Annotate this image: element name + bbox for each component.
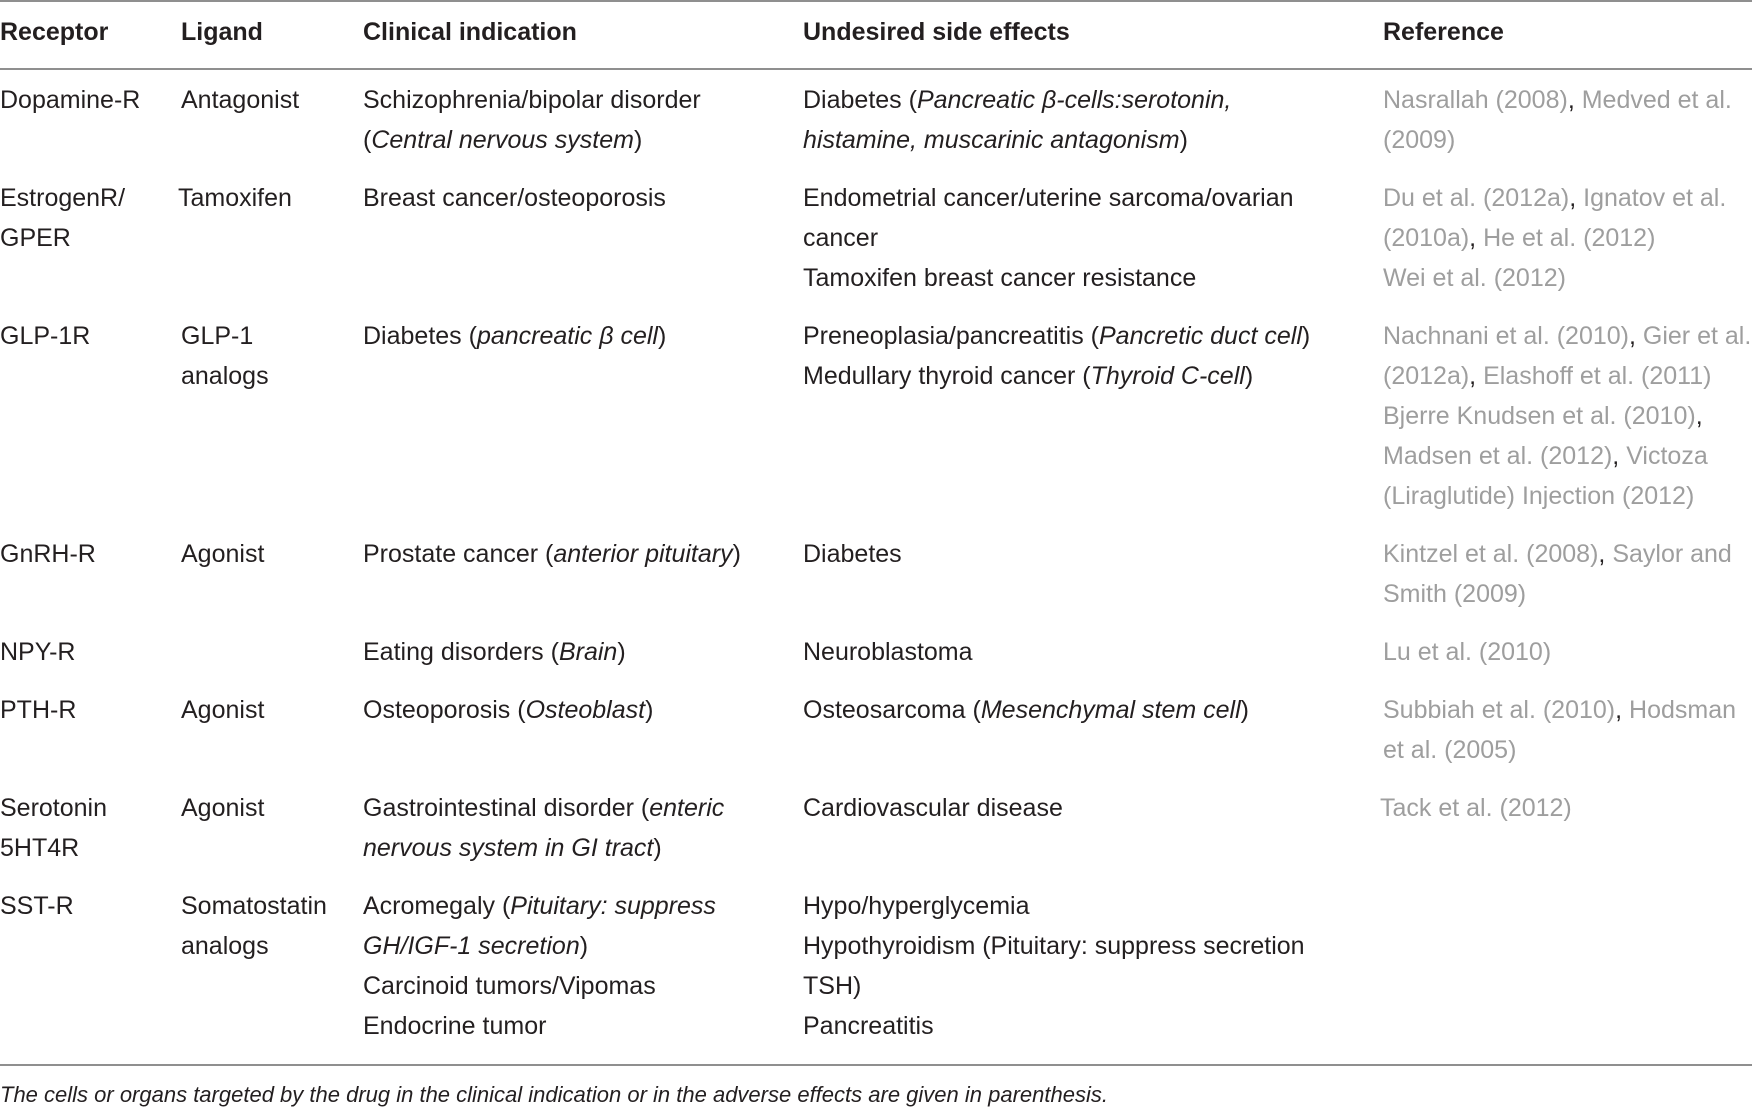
text-run: anterior pituitary	[553, 540, 733, 568]
cell-side-effects	[803, 80, 1231, 160]
text-run: )	[1179, 126, 1188, 154]
text-run: )	[579, 932, 589, 960]
cell-line	[803, 258, 1294, 298]
reference-link[interactable]: Saylor and	[1612, 540, 1732, 568]
cell-line	[1383, 178, 1726, 218]
text-run: Osteoporosis (	[363, 696, 526, 724]
cell-line: Agonist	[181, 794, 265, 822]
cell-side-effects	[803, 316, 1310, 396]
cell-indication	[363, 316, 666, 356]
cell-line	[1383, 534, 1732, 574]
cell-indication	[363, 690, 653, 730]
cell-reference	[1383, 690, 1736, 770]
text-run: ,	[1598, 540, 1613, 568]
text-run: ,	[1469, 362, 1484, 390]
cell-line	[1383, 258, 1726, 298]
text-run: (	[363, 126, 372, 154]
cell-line	[803, 316, 1310, 356]
reference-link[interactable]: Elashoff et al. (2011)	[1483, 362, 1712, 390]
text-run: ,	[1615, 696, 1630, 724]
cell-line: Dopamine-R	[0, 86, 141, 114]
cell-indication	[363, 788, 724, 868]
text-run: pancreatic β cell	[476, 322, 658, 350]
cell-reference	[1383, 80, 1732, 160]
cell-line	[803, 1006, 1305, 1046]
cell-reference	[1383, 178, 1726, 298]
cell-line	[803, 534, 902, 574]
reference-link[interactable]: (2012a)	[1383, 362, 1470, 390]
text-run: Pancreatitis	[803, 1012, 934, 1040]
reference-link[interactable]: Victoza	[1626, 442, 1708, 470]
text-run: )	[617, 638, 626, 666]
cell-line	[363, 788, 724, 828]
cell-line	[363, 690, 653, 730]
cell-line	[363, 886, 716, 926]
text-run: ,	[1569, 184, 1584, 212]
top-rule	[0, 0, 1752, 2]
text-run: Carcinoid tumors/Vipomas	[363, 972, 656, 1000]
text-run: Cardiovascular disease	[803, 794, 1063, 822]
reference-link[interactable]: Wei et al. (2012)	[1383, 264, 1566, 292]
cell-line	[1383, 574, 1732, 614]
header-receptor: Receptor	[0, 18, 109, 46]
cell-reference	[1383, 316, 1751, 516]
text-run: Brain	[558, 638, 618, 666]
text-run: Breast cancer/osteoporosis	[363, 184, 666, 212]
cell-line: Somatostatin	[181, 892, 327, 920]
text-run: )	[657, 322, 667, 350]
reference-link[interactable]: Madsen et al. (2012)	[1383, 442, 1613, 470]
cell-line	[1383, 436, 1751, 476]
text-run: Pancreatic β-cells:serotonin,	[916, 86, 1232, 114]
cell-indication	[363, 80, 701, 160]
reference-link[interactable]: Smith (2009)	[1383, 580, 1527, 608]
cell-reference	[1383, 534, 1732, 614]
cell-ligand	[181, 80, 299, 120]
text-run: Pituitary: suppress	[510, 892, 716, 920]
cell-indication	[363, 534, 741, 574]
cell-line: GLP-1R	[0, 322, 91, 350]
cell-receptor	[0, 690, 76, 730]
cell-line	[363, 534, 741, 574]
cell-line	[1383, 476, 1751, 516]
cell-line: GnRH-R	[0, 540, 96, 568]
cell-line	[803, 632, 973, 672]
cell-line	[363, 80, 701, 120]
text-run: Acromegaly (	[363, 892, 511, 920]
cell-ligand	[181, 788, 264, 828]
text-run: Central nervous system	[371, 126, 634, 154]
reference-link[interactable]: (2010a)	[1383, 224, 1470, 252]
cell-line	[363, 316, 666, 356]
reference-link[interactable]: (Liraglutide) Injection (2012)	[1383, 482, 1695, 510]
header-side-effects: Undesired side effects	[803, 18, 1070, 46]
text-run: Endocrine tumor	[363, 1012, 547, 1040]
text-run: Hypo/hyperglycemia	[803, 892, 1030, 920]
reference-link[interactable]: Gier et al.	[1642, 322, 1752, 350]
text-run: enteric	[649, 794, 725, 822]
text-run: nervous system in GI tract	[363, 834, 654, 862]
cell-line	[1383, 730, 1736, 770]
reference-link[interactable]: Hodsman	[1629, 696, 1737, 724]
text-run: TSH)	[803, 972, 862, 1000]
cell-reference	[1380, 788, 1572, 828]
text-run: ,	[1612, 442, 1627, 470]
table-footnote: The cells or organs targeted by the drug in the clinical indication or in the adverse effects are given in parenthesis.	[0, 1082, 1108, 1107]
text-run: Mesenchymal stem cell	[980, 696, 1241, 724]
text-run: Diabetes (	[803, 86, 917, 114]
reference-link[interactable]: Tack et al. (2012)	[1380, 794, 1572, 822]
cell-line: 5HT4R	[0, 834, 80, 862]
cell-line	[1383, 80, 1732, 120]
header-reference: Reference	[1383, 18, 1504, 46]
cell-line: PTH-R	[0, 696, 77, 724]
reference-link[interactable]: et al. (2005)	[1383, 736, 1517, 764]
text-run: Schizophrenia/bipolar disorder	[363, 86, 701, 114]
cell-line	[803, 356, 1310, 396]
reference-link[interactable]: Medved et al.	[1581, 86, 1732, 114]
text-run: Eating disorders (	[363, 638, 559, 666]
header-rule	[0, 68, 1752, 70]
text-run: Diabetes	[803, 540, 902, 568]
cell-line: SST-R	[0, 892, 74, 920]
text-run: ,	[1695, 402, 1703, 430]
reference-link[interactable]: Ignatov et al.	[1583, 184, 1727, 212]
cell-ligand	[181, 316, 269, 396]
text-run: )	[1301, 322, 1311, 350]
bottom-rule	[0, 1064, 1752, 1066]
text-run: ,	[1469, 224, 1484, 252]
cell-line: GPER	[0, 224, 71, 252]
cell-line: analogs	[181, 932, 269, 960]
cell-line	[363, 120, 701, 160]
reference-link[interactable]: Kintzel et al. (2008)	[1383, 540, 1599, 568]
cell-line	[1383, 316, 1751, 356]
cell-line	[1383, 396, 1751, 436]
cell-receptor	[0, 632, 76, 672]
reference-link[interactable]: Lu et al. (2010)	[1383, 638, 1552, 666]
cell-line	[363, 966, 716, 1006]
cell-line	[363, 1006, 716, 1046]
cell-receptor	[0, 788, 107, 868]
text-run: Endometrial cancer/uterine sarcoma/ovarian	[803, 184, 1294, 212]
header-clinical-indication: Clinical indication	[363, 18, 577, 46]
text-run: Tamoxifen breast cancer resistance	[803, 264, 1197, 292]
cell-indication	[363, 886, 716, 1046]
reference-link[interactable]: Nasrallah (2008)	[1383, 86, 1568, 114]
cell-line	[803, 966, 1305, 1006]
text-run: )	[633, 126, 643, 154]
cell-line: NPY-R	[0, 638, 76, 666]
cell-side-effects	[803, 690, 1249, 730]
cell-receptor	[0, 316, 90, 356]
cell-ligand	[181, 690, 264, 730]
cell-line: Agonist	[181, 540, 265, 568]
cell-ligand	[181, 886, 327, 966]
cell-indication	[363, 178, 666, 218]
cell-line	[363, 178, 666, 218]
reference-link[interactable]: Bjerre Knudsen et al. (2010)	[1383, 402, 1696, 430]
reference-link[interactable]: He et al. (2012)	[1483, 224, 1656, 252]
cell-line	[1383, 120, 1732, 160]
text-run: Prostate cancer (	[363, 540, 554, 568]
text-run: Preneoplasia/pancreatitis (	[803, 322, 1099, 350]
cell-line	[803, 886, 1305, 926]
cell-line	[803, 690, 1249, 730]
reference-link[interactable]: Du et al. (2012a)	[1383, 184, 1570, 212]
cell-line	[803, 926, 1305, 966]
cell-side-effects	[803, 886, 1305, 1046]
cell-line	[363, 828, 724, 868]
reference-link[interactable]: Nachnani et al. (2010)	[1383, 322, 1629, 350]
cell-line	[803, 218, 1294, 258]
cell-side-effects	[803, 788, 1063, 828]
text-run: )	[653, 834, 662, 862]
cell-ligand	[181, 534, 264, 574]
text-run: Osteosarcoma (	[803, 696, 981, 724]
text-run: Diabetes (	[363, 322, 477, 350]
cell-line	[1383, 632, 1551, 672]
text-run: Medullary thyroid cancer (	[803, 362, 1091, 390]
text-run: ,	[1628, 322, 1643, 350]
cell-line	[803, 120, 1231, 160]
cell-side-effects	[803, 534, 902, 574]
text-run: Osteoblast	[525, 696, 646, 724]
text-run: )	[1244, 362, 1254, 390]
cell-side-effects	[803, 632, 973, 672]
text-run: )	[732, 540, 741, 568]
text-run: Neuroblastoma	[803, 638, 973, 666]
reference-link[interactable]: (2009)	[1383, 126, 1456, 154]
cell-reference	[1383, 632, 1551, 672]
cell-line	[1380, 788, 1572, 828]
cell-line	[363, 926, 716, 966]
cell-indication	[363, 632, 626, 672]
cell-receptor	[0, 534, 96, 574]
text-run: histamine, muscarinic antagonism	[803, 126, 1180, 154]
cell-line	[1383, 356, 1751, 396]
cell-ligand	[178, 178, 292, 218]
cell-receptor	[0, 886, 74, 926]
cell-line: analogs	[181, 362, 269, 390]
reference-link[interactable]: Subbiah et al. (2010)	[1383, 696, 1616, 724]
cell-line	[1383, 690, 1736, 730]
text-run: GH/IGF-1 secretion	[363, 932, 580, 960]
cell-receptor	[0, 178, 125, 258]
header-ligand: Ligand	[181, 18, 263, 46]
text-run: Gastrointestinal disorder (	[363, 794, 650, 822]
cell-line	[363, 632, 626, 672]
cell-line	[803, 80, 1231, 120]
cell-line	[803, 178, 1294, 218]
cell-receptor	[0, 80, 140, 120]
cell-line: GLP-1	[181, 322, 254, 350]
cell-line: Serotonin	[0, 794, 108, 822]
text-run: ,	[1567, 86, 1582, 114]
cell-line: Agonist	[181, 696, 265, 724]
cell-line: Tamoxifen	[178, 184, 292, 212]
text-run: )	[1240, 696, 1249, 724]
text-run: Thyroid C-cell	[1090, 362, 1245, 390]
text-run: )	[645, 696, 654, 724]
cell-line	[1383, 218, 1726, 258]
text-run: Hypothyroidism (Pituitary: suppress secretion	[803, 932, 1305, 960]
cell-line: EstrogenR/	[0, 184, 126, 212]
cell-line: Antagonist	[181, 86, 300, 114]
text-run: cancer	[803, 224, 879, 252]
cell-side-effects	[803, 178, 1294, 298]
text-run: Pancretic duct cell	[1099, 322, 1302, 350]
cell-line	[803, 788, 1063, 828]
